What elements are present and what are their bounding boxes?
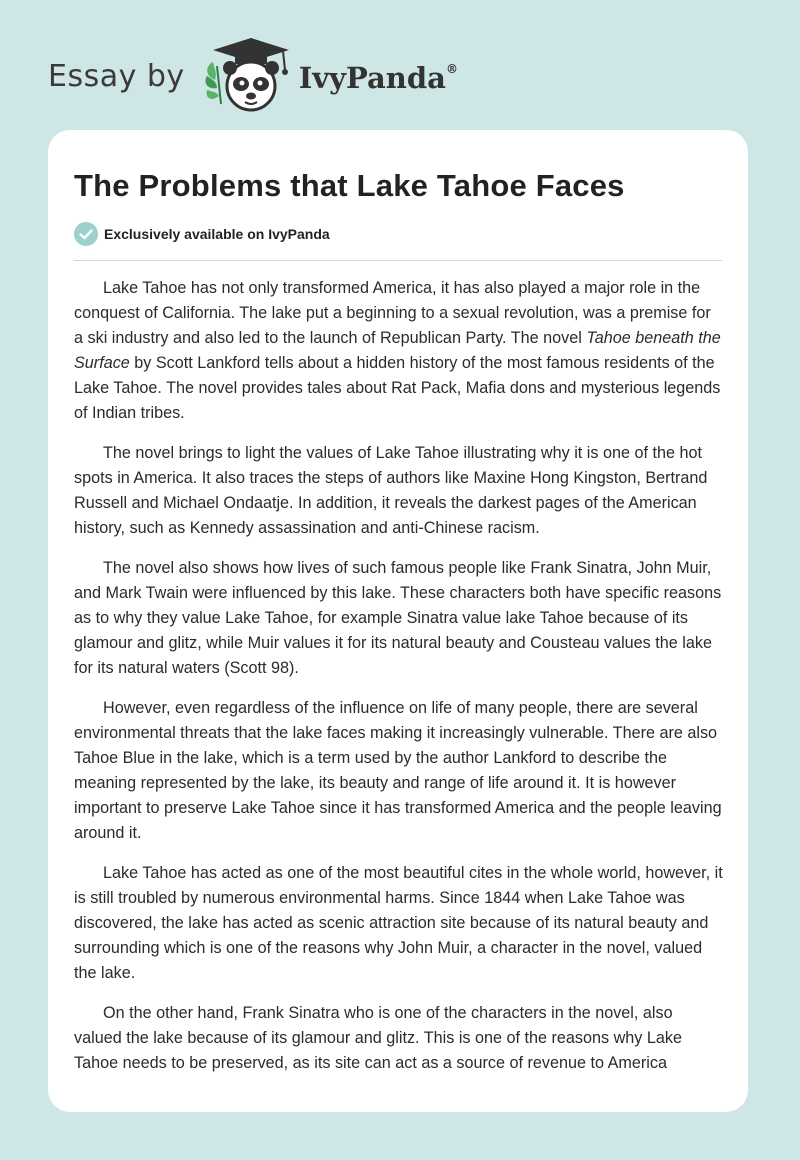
trademark-symbol: ® bbox=[445, 62, 458, 77]
check-circle-icon bbox=[74, 222, 98, 246]
essay-title: The Problems that Lake Tahoe Faces bbox=[74, 168, 625, 203]
site-header bbox=[48, 36, 458, 116]
panda-graduate-icon[interactable] bbox=[201, 36, 293, 116]
paragraph-3: The novel also shows how lives of such famous people like Frank Sinatra, John Muir, and Mark Twain were influenced by this lake. These characters both have specific reasons as to why they value Lake Tahoe, for example Sinatra value lake Tahoe because of its glamour and glitz, while Muir values it for its natural beauty and Cousteau values the lake for its natural waters (Scott 98). bbox=[74, 559, 722, 677]
paragraph-5: Lake Tahoe has acted as one of the most beautiful cites in the whole world, however, it is still troubled by numerous environmental harms. Since 1844 when Lake Tahoe was discovered, the lake has acted as scenic attraction site because of its natural beauty and surrounding which is one of the reasons why John Muir, a character in the novel, valued the lake. bbox=[74, 864, 723, 982]
paragraph-1: Lake Tahoe has not only transformed America, it has also played a major role in the conquest of California. The lake put a beginning to a sexual revolution, was a premise for a ski industry and also led to the launch of Republican Party. The novel Tahoe beneath the Surface by Scott Lankford tells about a hidden history of the most famous residents of the Lake Tahoe. The novel provides tales about Rat Pack, Mafia dons and mysterious legends of Indian tribes. bbox=[74, 279, 721, 422]
essay-body bbox=[74, 276, 724, 1091]
essay-card bbox=[48, 130, 748, 1112]
paragraph-4: However, even regardless of the influence on life of many people, there are several environmental threats that the lake faces making it increasingly vulnerable. There are also Tahoe Blue in the lake, which is a term used by the author Lankford to describe the meaning represented by the lake, its beauty and range of life around it. It is however important to preserve Lake Tahoe since it has transformed America and the people leaving around it. bbox=[74, 699, 722, 842]
title-divider bbox=[74, 260, 722, 261]
paragraph-6: On the other hand, Frank Sinatra who is one of the characters in the novel, also valued the lake because of its glamour and glitz. This is one of the reasons why Lake Tahoe needs to be preserved, as its site can act as a source of revenue to America bbox=[74, 1004, 682, 1072]
paragraph-2: The novel brings to light the values of Lake Tahoe illustrating why it is one of the hot spots in America. It also traces the steps of authors like Maxine Hong Kingston, Bertrand Russell and Michael Ondaatje. In addition, it reveals the darkest pages of the American history, such as Kennedy assassination and anti-Chinese racism. bbox=[74, 444, 708, 537]
brand-name[interactable]: IvyPanda® bbox=[298, 61, 458, 95]
book-title: Tahoe beneath the Surface bbox=[74, 329, 721, 372]
exclusive-label: Exclusively available on IvyPanda bbox=[104, 226, 330, 242]
exclusive-badge bbox=[74, 222, 330, 246]
essay-by-label: Essay by bbox=[48, 58, 185, 94]
